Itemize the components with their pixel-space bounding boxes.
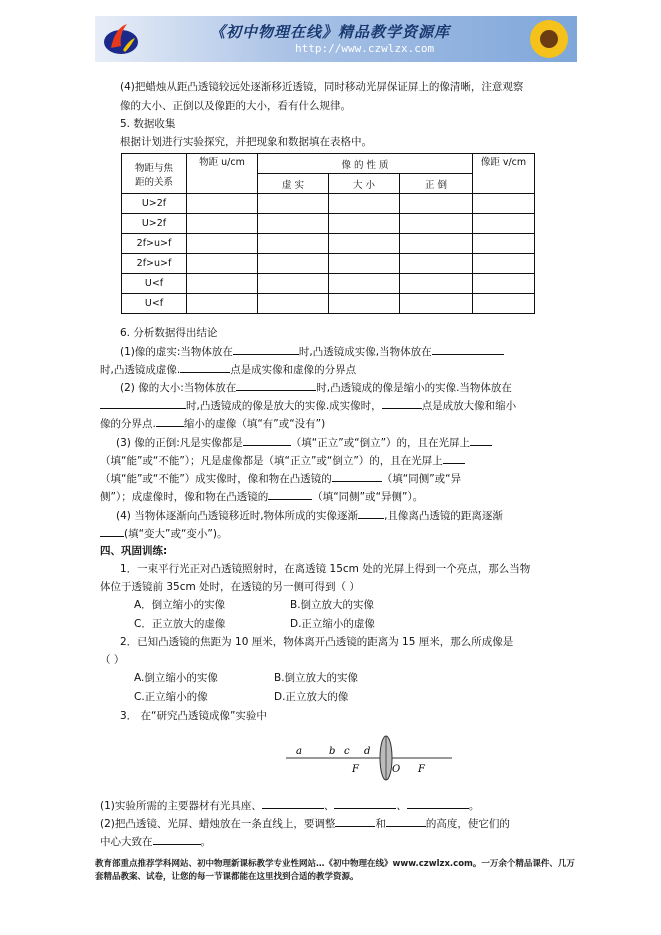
blank[interactable]: [233, 344, 299, 355]
q2-option-a[interactable]: A.倒立缩小的实像: [134, 672, 218, 684]
conclusion3-line1: [116, 435, 492, 450]
header-relation-line2: 距的关系: [134, 176, 173, 188]
conclusion2-line3: [100, 416, 325, 431]
logo-icon: [101, 20, 141, 58]
q2-line1: 2．已知凸透镜的焦距为 10 厘米，物体离开凸透镜的距离为 15 厘米，那么所成像是: [120, 636, 514, 648]
row-condition: 2f>u>f: [122, 234, 187, 254]
c1-text-b: 时,凸透镜成实像,当物体放在: [298, 346, 432, 358]
cell-u[interactable]: [187, 254, 258, 274]
site-url[interactable]: http://www.czwlzx.com: [295, 42, 435, 55]
cell-v[interactable]: [473, 194, 535, 214]
table-row: [122, 254, 535, 274]
c3-text-d: （填“能”或“不能”）成实像时，像和物在凸透镜的: [100, 473, 332, 485]
blank[interactable]: [100, 526, 124, 537]
cell-u[interactable]: [187, 234, 258, 254]
q3-1-sep-2: 、: [396, 800, 407, 812]
cell-v[interactable]: [473, 294, 535, 314]
q1-line1: 1．一束平行光正对凸透镜照射时，在离透镜 15cm 处的光屏上得到一个亮点，那么当物: [120, 563, 531, 575]
conclusion4-line1: [116, 508, 503, 523]
cell-u[interactable]: [187, 294, 258, 314]
q3-2-text-a: (2)把凸透镜、光屏、蜡烛放在一条直线上，要调整: [100, 818, 336, 830]
q1-option-b[interactable]: B.倒立放大的实像: [290, 599, 375, 611]
header-relation-line1: 物距与焦: [134, 162, 173, 174]
q2-line2: （ ）: [100, 654, 125, 666]
q3-1-text-a: (1)实验所需的主要器材有光具座、: [100, 800, 262, 812]
cell-orient[interactable]: [400, 234, 473, 254]
blank[interactable]: [180, 362, 230, 373]
header-size: 大 小: [329, 174, 400, 194]
blank[interactable]: [443, 453, 465, 464]
point-d: d: [364, 746, 371, 757]
blank[interactable]: [100, 398, 186, 409]
cell-v[interactable]: [473, 274, 535, 294]
q3-part2-line2: [100, 834, 211, 849]
header-image-distance: 像距 v/cm: [473, 154, 535, 194]
table-row: [122, 194, 535, 214]
section5-title: 5. 数据收集: [120, 118, 176, 130]
cell-real[interactable]: [258, 234, 329, 254]
table-row: [122, 294, 535, 314]
row-condition: U>2f: [122, 194, 187, 214]
lens-diagram: [286, 732, 452, 782]
q3-1-sep-1: 、: [323, 800, 335, 812]
c3-text-f: 侧”）；成虚像时，像和物在凸透镜的: [100, 491, 269, 503]
cell-orient[interactable]: [400, 254, 473, 274]
q1-option-a[interactable]: A．倒立缩小的实像: [134, 599, 226, 611]
cell-v[interactable]: [473, 234, 535, 254]
cell-size[interactable]: [329, 254, 400, 274]
c2-text-b: 时,凸透镜成的像是缩小的实像.当物体放在: [316, 382, 512, 394]
part4-title: 四、巩固训练:: [100, 545, 168, 557]
conclusion3-line4: [100, 489, 423, 504]
c1-text-d: 点是成实像和虚像的分界点: [230, 364, 357, 376]
row-condition: U<f: [122, 274, 187, 294]
header-real-virtual: 虚 实: [258, 174, 329, 194]
header-image-nature: 像 的 性 质: [258, 154, 473, 174]
conclusion1-line2: [100, 362, 356, 377]
q1-option-c[interactable]: C．正立放大的虚像: [134, 618, 226, 630]
blank[interactable]: [243, 435, 291, 446]
c3-text-c: （填“能”或“不能”）；凡是虚像都是（填“正立”或“倒立”）的，且在光屏上: [100, 455, 443, 467]
c3-text-b: （填“正立”或“倒立”）的，且在光屏上: [290, 437, 471, 449]
cell-real[interactable]: [258, 294, 329, 314]
optical-center: O: [392, 764, 401, 775]
q3-part1: [100, 798, 479, 813]
q3-2-text-d: 中心大致在: [100, 836, 153, 848]
c2-text-f: 缩小的虚像（填“有”或“没有”): [183, 418, 326, 430]
cell-orient[interactable]: [400, 274, 473, 294]
c2-text-e: 像的分界点.: [100, 418, 156, 430]
step4-line1: (4)把蜡烛从距凸透镜较远处逐渐移近透镜，同时移动光屏保证屏上的像清晰，注意观察: [120, 81, 524, 93]
blank[interactable]: [358, 508, 384, 519]
cell-u[interactable]: [187, 274, 258, 294]
row-condition: 2f>u>f: [122, 254, 187, 274]
point-c: c: [344, 746, 350, 757]
q3-1-end: 。: [468, 800, 480, 812]
q2-option-c[interactable]: C.正立缩小的像: [134, 691, 208, 703]
conclusion3-line2: [100, 453, 465, 468]
data-table: [121, 153, 535, 314]
blank[interactable]: [156, 416, 184, 427]
cell-real[interactable]: [258, 214, 329, 234]
cell-orient[interactable]: [400, 194, 473, 214]
footer-note: 教育部重点推荐学科网站、初中物理新课标教学专业性网站…《初中物理在线》www.czwlzx.com。一万余个精品课件、几万套精品教案、试卷，让您的每一节课都能在这里找到合适的教学资源。: [95, 859, 575, 882]
q3-title: 3． 在“研究凸透镜成像”实验中: [120, 710, 267, 722]
cell-size[interactable]: [329, 234, 400, 254]
blank[interactable]: [432, 344, 504, 355]
blank[interactable]: [382, 398, 422, 409]
site-title: 《初中物理在线》精品教学资源库: [210, 23, 451, 41]
sunflower-icon: [527, 18, 571, 60]
blank[interactable]: [268, 489, 312, 500]
header-banner: [95, 16, 577, 62]
cell-real[interactable]: [258, 194, 329, 214]
row-condition: U<f: [122, 294, 187, 314]
blank[interactable]: [470, 435, 492, 446]
cell-size[interactable]: [329, 214, 400, 234]
q1-line2: 体位于透镜前 35cm 处时，在透镜的另一侧可得到（ ）: [100, 581, 360, 593]
blank[interactable]: [262, 798, 324, 809]
c4-text-a: (4) 当物体逐渐向凸透镜移近时,物体所成的实像逐渐: [116, 510, 359, 522]
point-a: a: [296, 746, 302, 757]
table-row: [122, 214, 535, 234]
section6-title: 6. 分析数据得出结论: [120, 327, 218, 339]
table-row: [122, 234, 535, 254]
blank[interactable]: [407, 798, 469, 809]
cell-v[interactable]: [473, 214, 535, 234]
q3-2-text-b: 和: [375, 818, 386, 830]
row-condition: U>2f: [122, 214, 187, 234]
blank[interactable]: [332, 471, 382, 482]
q2-option-d[interactable]: D.正立放大的像: [274, 691, 349, 703]
cell-orient[interactable]: [400, 214, 473, 234]
c4-text-b: ,且像离凸透镜的距离逐渐: [384, 510, 503, 522]
focus-right: F: [418, 764, 425, 775]
blank[interactable]: [335, 816, 375, 827]
conclusion3-line3: [100, 471, 461, 486]
cell-u[interactable]: [187, 194, 258, 214]
step4-line2: 像的大小、正倒以及像距的大小，看有什么规律。: [120, 100, 351, 112]
cell-size[interactable]: [329, 194, 400, 214]
c1-text-c: 时,凸透镜成虚像.: [100, 364, 181, 376]
header-orientation: 正 倒: [400, 174, 473, 194]
cell-size[interactable]: [329, 294, 400, 314]
conclusion1-line1: [120, 344, 504, 359]
c3-text-a: (3) 像的正倒:凡是实像都是: [116, 437, 243, 449]
cell-real[interactable]: [258, 254, 329, 274]
q2-option-b[interactable]: B.倒立放大的实像: [274, 672, 359, 684]
blank[interactable]: [386, 816, 426, 827]
q3-part2-line1: [100, 816, 510, 831]
q1-option-d[interactable]: D.正立缩小的虚像: [290, 618, 375, 630]
cell-size[interactable]: [329, 274, 400, 294]
c2-text-d: 点是成放大像和缩小: [421, 400, 517, 412]
header-object-distance: 物距 u/cm: [187, 154, 258, 194]
blank[interactable]: [153, 834, 201, 845]
c3-text-e: （填“同侧”或“异: [381, 473, 462, 485]
focus-left: F: [352, 764, 359, 775]
header-relation: [122, 154, 187, 194]
q3-2-text-c: 的高度，使它们的: [425, 818, 510, 830]
conclusion4-line2: [100, 526, 227, 541]
cell-u[interactable]: [187, 214, 258, 234]
table-row: [122, 274, 535, 294]
c3-text-g: （填“同侧”或“异侧”）。: [312, 491, 424, 503]
conclusion2-line2: [100, 398, 516, 413]
c2-text-a: (2) 像的大小:当物体放在: [120, 382, 237, 394]
blank[interactable]: [334, 798, 396, 809]
c4-text-c: (填“变大”或“变小”)。: [124, 528, 228, 540]
section5-intro: 根据计划进行实验探究，并把现象和数据填在表格中。: [120, 136, 372, 148]
cell-v[interactable]: [473, 254, 535, 274]
c2-text-c: 时,凸透镜成的像是放大的实像.成实像时，: [186, 400, 382, 412]
c1-text-a: (1)像的虚实:当物体放在: [120, 346, 233, 358]
conclusion2-line1: [120, 380, 512, 395]
cell-orient[interactable]: [400, 294, 473, 314]
cell-real[interactable]: [258, 274, 329, 294]
q3-2-text-e: 。: [200, 836, 211, 848]
point-b: b: [329, 746, 336, 757]
blank[interactable]: [236, 380, 316, 391]
